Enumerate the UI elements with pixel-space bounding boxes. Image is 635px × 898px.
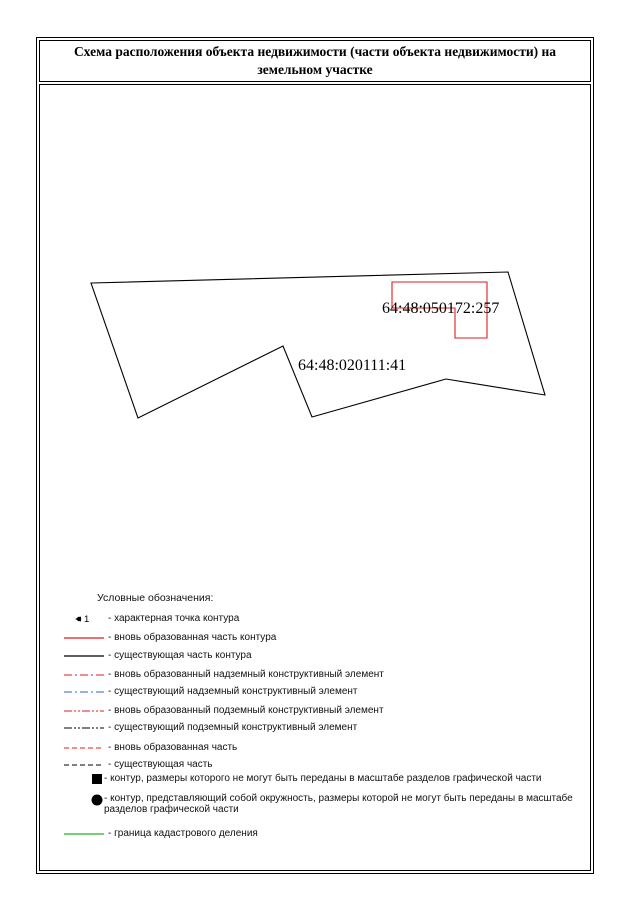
legend-text: - контур, размеры которого не могут быть переданы в масштабе разделов графической части [104, 773, 542, 784]
parcel-contour [91, 272, 545, 418]
document-title: Схема расположения объекта недвижимости (части объекта недвижимости) на земельном участке [73, 44, 557, 77]
legend-text: - существующий подземный конструктивный элемент [108, 722, 358, 733]
legend-text: - существующий надземный конструктивный элемент [108, 686, 358, 697]
legend-item-circle-contour [60, 793, 590, 815]
legend-item-new-above-ground [60, 669, 590, 681]
point-number: 1 [84, 614, 90, 625]
legend-item-existing-part [60, 759, 590, 771]
legend-text: - вновь образованный надземный конструктивный элемент [108, 669, 384, 680]
legend-text: - контур, представляющий собой окружность, размеры которой не могут быть переданы в масштабе разделов графической части [104, 793, 573, 815]
legend-text: - характерная точка контура [108, 613, 240, 624]
dashdotdot-red-line-icon [60, 705, 108, 717]
solid-green-line-icon [60, 828, 108, 840]
legend-item-existing-above-ground [60, 686, 590, 698]
legend-item-new-contour [60, 632, 590, 644]
dashdot-red-line-icon [60, 669, 108, 681]
legend-text: - граница кадастрового деления [108, 828, 258, 839]
legend-item-existing-underground [60, 722, 590, 734]
legend-text: - вновь образованная часть [108, 742, 238, 753]
circle-icon [60, 793, 108, 807]
legend-item-new-part [60, 742, 590, 754]
legend-text: - существующая часть контура [108, 650, 252, 661]
legend-heading: Условные обозначения: [97, 592, 214, 604]
legend-item-point [60, 613, 590, 625]
legend-text: - вновь образованная часть контура [108, 632, 277, 643]
solid-red-line-icon [60, 632, 108, 644]
dashed-red-line-icon [60, 742, 108, 754]
solid-black-line-icon [60, 650, 108, 662]
legend-text: - существующая часть [108, 759, 213, 770]
legend-item-square-contour [60, 773, 590, 787]
legend-text: - вновь образованный подземный конструктивный элемент [108, 705, 384, 716]
parcel-cadastral-label: 64:48:020111:41 [298, 357, 407, 374]
point-marker-icon [60, 613, 108, 625]
legend-item-existing-contour [60, 650, 590, 662]
legend-item-cadastral-boundary [60, 828, 590, 840]
object-cadastral-label: 64:48:050172:257 [382, 300, 500, 317]
dashdotdot-black-line-icon [60, 722, 108, 734]
square-icon [60, 773, 108, 787]
dashdot-blue-line-icon [60, 686, 108, 698]
legend-item-new-underground [60, 705, 590, 717]
dashed-black-line-icon [60, 759, 108, 771]
